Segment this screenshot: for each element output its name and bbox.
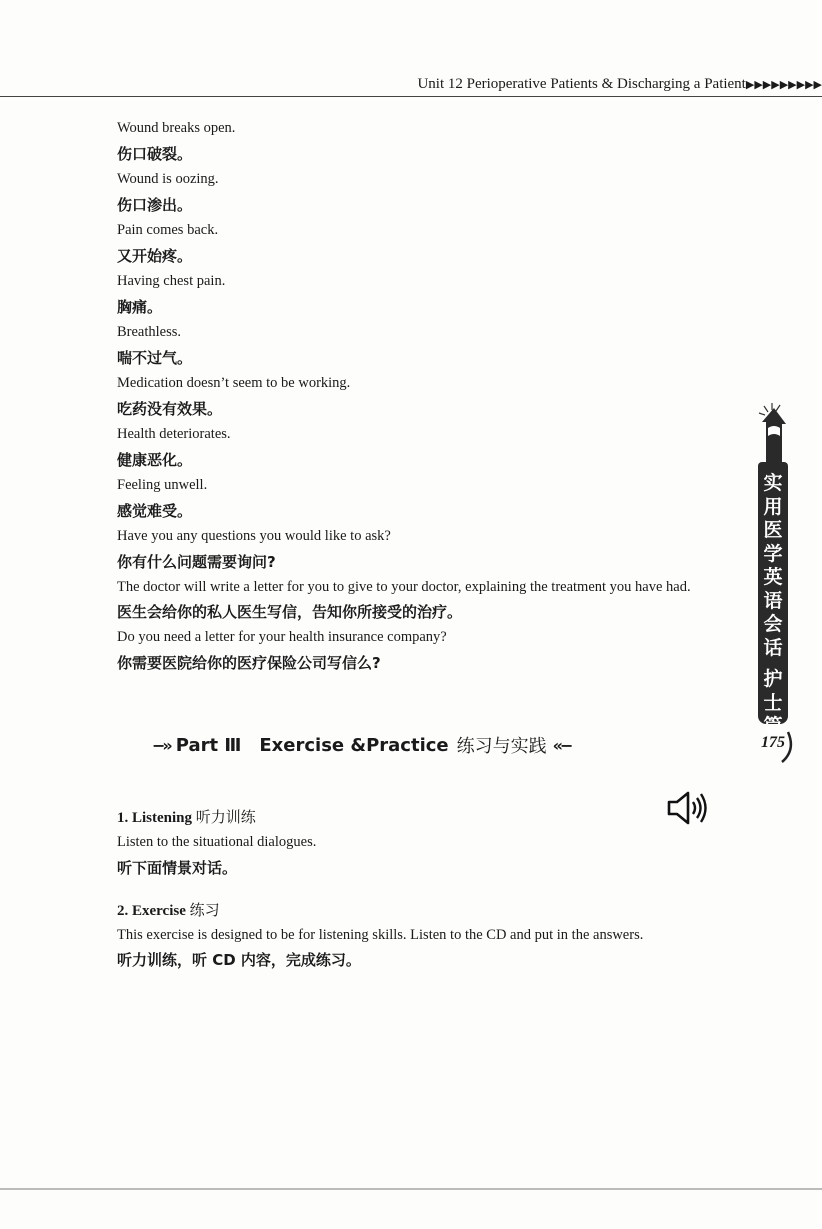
running-title: Unit 12 Perioperative Patients & Discharging a Patient <box>417 76 746 92</box>
phrase-zh: 你需要医院给你的医疗保险公司写信么? <box>117 654 381 672</box>
phrase-zh: 你有什么问题需要询问? <box>117 553 276 571</box>
header-arrows: ▶▶▶▶▶▶▶▶▶ <box>745 79 822 91</box>
phrase-en: Do you need a letter for your health insurance company? <box>117 629 447 645</box>
side-tab-char: 篇 <box>763 715 783 737</box>
speaker-icon[interactable] <box>666 790 710 826</box>
section-title <box>117 897 729 923</box>
phrase-en: Breathless. <box>117 324 182 340</box>
side-tab-char: 学 <box>763 542 783 565</box>
phrase-en: Having chest pain. <box>117 273 226 289</box>
side-tab-char: 士 <box>763 691 783 714</box>
phrase-zh: 健康恶化。 <box>117 451 193 469</box>
section-exercise <box>117 897 729 973</box>
side-tab-char: 用 <box>763 495 783 518</box>
side-tab-text <box>758 472 788 739</box>
section-instruction-en: This exercise is designed to be for listening skills. Listen to the CD and put in the answers. <box>117 927 644 943</box>
phrase-en: Pain comes back. <box>117 222 219 238</box>
section-listening <box>117 804 729 881</box>
phrase-list <box>117 116 729 676</box>
phrase-en: Have you any questions you would like to ask? <box>117 528 391 544</box>
book-flag-icon <box>754 402 794 466</box>
phrase-zh: 医生会给你的私人医生写信，告知你所接受的治疗。 <box>117 603 463 621</box>
part-label: Part Ⅲ <box>175 734 242 756</box>
header-rule <box>0 96 822 97</box>
phrase-zh: 又开始疼。 <box>117 247 193 265</box>
phrase-zh: 伤口破裂。 <box>117 145 193 163</box>
phrase-zh: 伤口渗出。 <box>117 196 193 214</box>
side-tab-char: 英 <box>763 566 783 588</box>
phrase-zh: 胸痛。 <box>117 298 163 316</box>
section-instruction-zh: 听力训练，听 CD 内容，完成练习。 <box>117 951 361 969</box>
side-tab-char: 护 <box>763 668 783 690</box>
left-arrow-ornament: −» <box>152 735 170 755</box>
section-title <box>117 804 729 830</box>
side-tab-char: 医 <box>763 519 783 541</box>
phrase-zh: 吃药没有效果。 <box>117 400 223 418</box>
side-tab-char: 会 <box>763 613 783 635</box>
section-title-en: 1. Listening <box>117 810 193 826</box>
running-header <box>417 76 822 93</box>
phrase-zh: 感觉难受。 <box>117 502 193 520</box>
part-title-zh: 练习与实践 <box>456 736 547 757</box>
section-instruction-zh: 听下面情景对话。 <box>117 859 238 877</box>
section-title-zh: 听力训练 <box>195 808 256 826</box>
bottom-rule <box>0 1188 822 1190</box>
phrase-zh: 喘不过气。 <box>117 349 193 367</box>
phrase-en: Wound is oozing. <box>117 171 219 187</box>
side-tab-char: 语 <box>763 589 783 612</box>
phrase-en: The doctor will write a letter for you to give to your doctor, explaining the treatment you have had. <box>117 579 691 595</box>
phrase-en: Health deteriorates. <box>117 426 231 442</box>
section-instruction-en: Listen to the situational dialogues. <box>117 834 317 850</box>
right-arrow-ornament: «− <box>552 735 571 755</box>
page-number: 175 <box>761 734 785 751</box>
side-tab-char: 实 <box>763 472 783 494</box>
phrase-en: Feeling unwell. <box>117 477 208 493</box>
part-title: Exercise &Practice <box>259 734 449 756</box>
section-title-zh: 练习 <box>189 901 220 919</box>
side-tab-char: 话 <box>763 636 783 659</box>
phrase-en: Wound breaks open. <box>117 120 236 136</box>
phrase-en: Medication doesn’t seem to be working. <box>117 375 351 391</box>
part-heading <box>146 732 666 758</box>
section-title-en: 2. Exercise <box>117 903 186 919</box>
